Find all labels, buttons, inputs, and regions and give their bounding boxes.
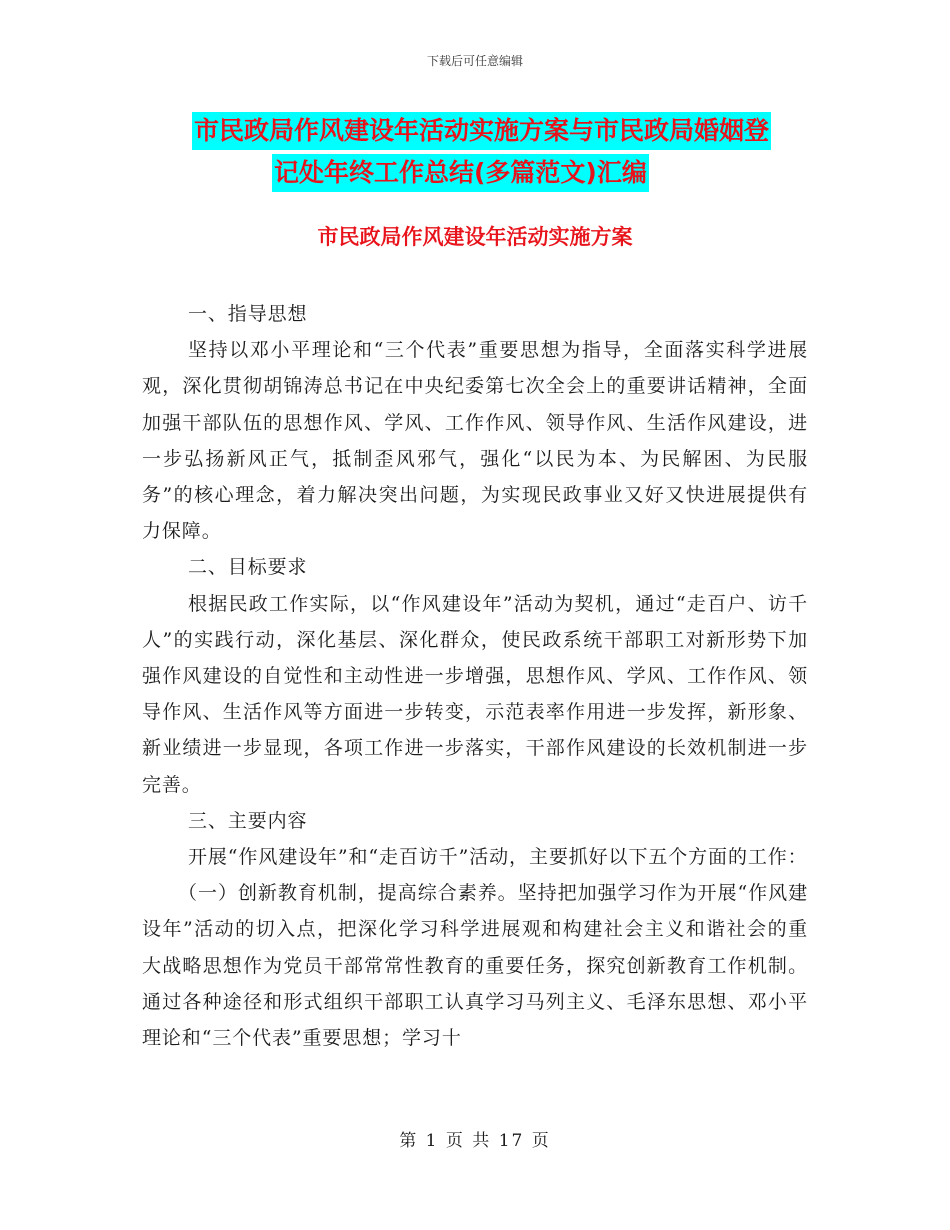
document-title-line-2: 记处年终工作总结(多篇范文)汇编 bbox=[272, 154, 649, 192]
paragraph-education-mechanism: （一）创新教育机制，提高综合素养。坚持把加强学习作为开展“作风建设年”活动的切入点，把深化学习科学进展观和构建社会主义和谐社会的重大战略思想作为党员干部常常性教育的重要任务，探究创新教育工作机制。通过各种途径和形式组织干部职工认真学习马列主义、毛泽东思想、邓小平理论和“三个代表”重要思想；学习十 bbox=[142, 882, 808, 1050]
heading-goals: 二、目标要求 bbox=[188, 556, 308, 579]
section-title: 市民政局作风建设年活动实施方案 bbox=[317, 225, 633, 249]
document-title-line-1: 市民政局作风建设年活动实施方案与市民政局婚姻登 bbox=[192, 112, 771, 150]
page-number: 第 1 页 共 17 页 bbox=[399, 1131, 551, 1151]
heading-main-content: 三、主要内容 bbox=[188, 809, 308, 832]
paragraph-goals: 根据民政工作实际，以“作风建设年”活动为契机，通过“走百户、访千人”的实践行动，深化基层、深化群众，使民政系统干部职工对新形势下加强作风建设的自觉性和主动性进一步增强，思想作风、学风、工作作风、领导作风、生活作风等方面进一步转变，示范表率作用进一步发挥，新形象、新业绩进一步显现，各项工作进一步落实，干部作风建设的长效机制进一步完善。 bbox=[142, 592, 808, 796]
paragraph-guiding-ideology: 坚持以邓小平理论和“三个代表”重要思想为指导，全面落实科学进展观，深化贯彻胡锦涛总书记在中央纪委第七次全会上的重要讲话精神，全面加强干部队伍的思想作风、学风、工作作风、领导作风、生活作风建设，进一步弘扬新风正气，抵制歪风邪气，强化“以民为本、为民解困、为民服务”的核心理念，着力解决突出问题，为实现民政事业又好又快进展提供有力保障。 bbox=[142, 339, 808, 543]
document-body bbox=[142, 296, 808, 1056]
paragraph-main-content: 开展“作风建设年”和“走百访千”活动，主要抓好以下五个方面的工作： bbox=[188, 846, 808, 869]
document-title bbox=[192, 112, 812, 187]
header-note: 下载后可任意编辑 bbox=[426, 54, 523, 68]
heading-guiding-ideology: 一、指导思想 bbox=[188, 303, 308, 325]
